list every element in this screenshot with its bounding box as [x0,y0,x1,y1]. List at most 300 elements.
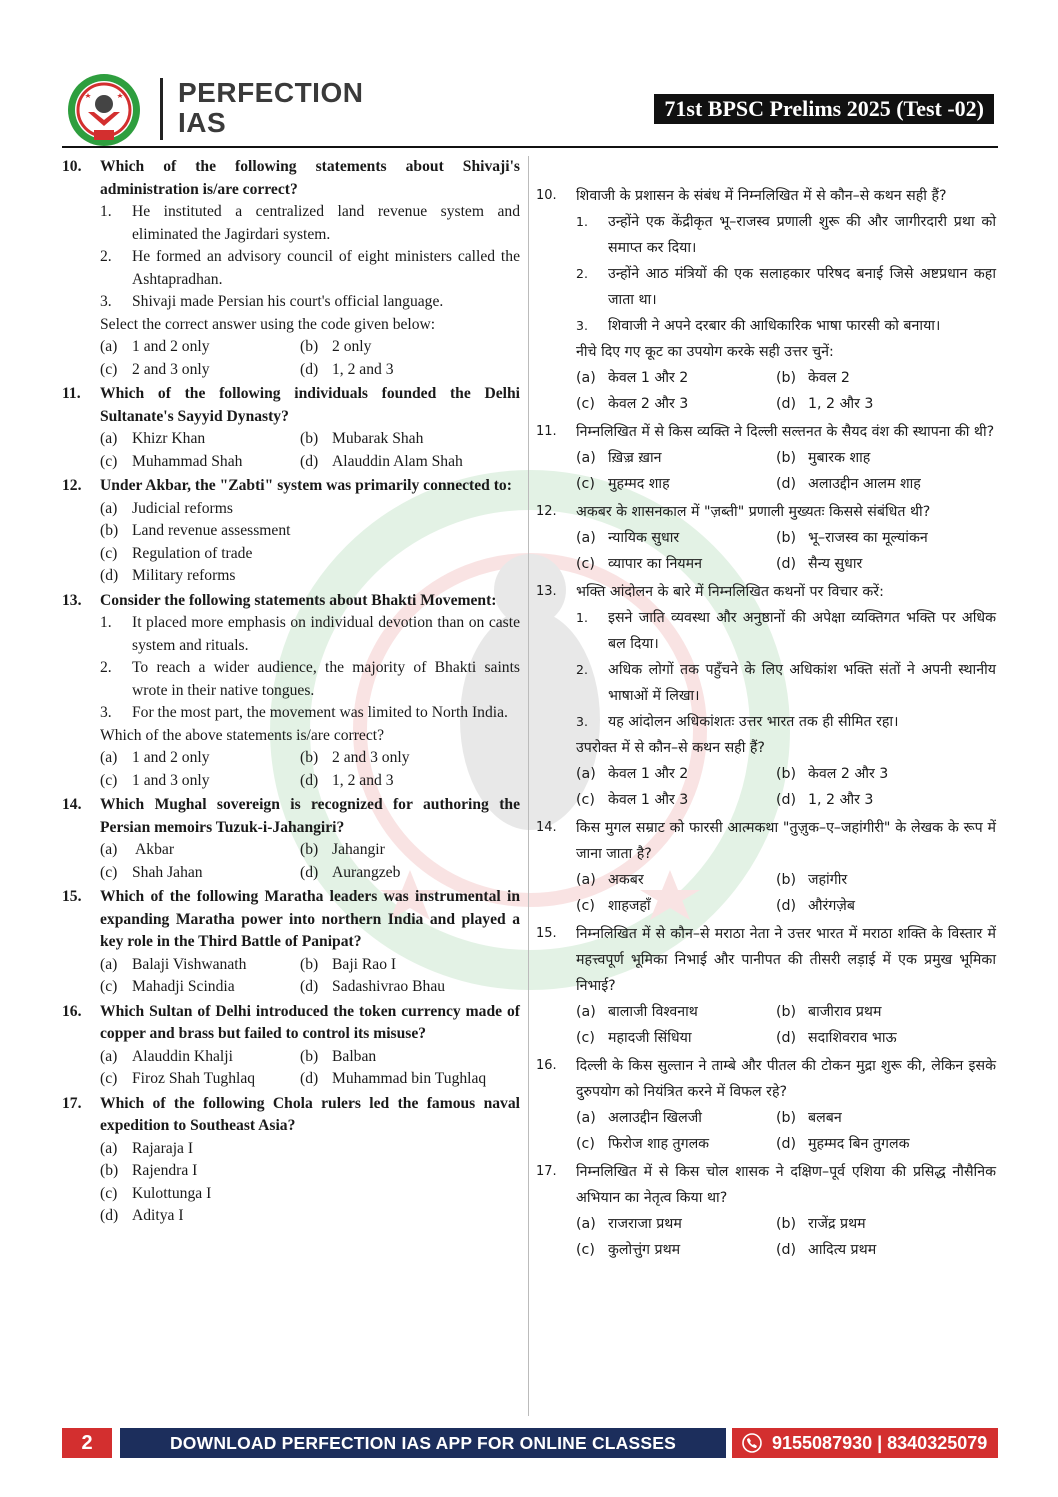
option-key: (d) [100,567,119,584]
option-key: (a) [100,955,118,973]
question-header [62,886,520,954]
answer-option[interactable] [300,359,520,382]
statement-text: To reach a wider audience, the majority of Bhakti saints wrote in their native tongues. [132,659,520,699]
option-text: शाहजहाँ [608,898,651,914]
answer-option[interactable] [776,867,996,893]
question-text: Which of the following statements about Shivaji's administration is/are correct? [100,158,520,198]
option-text: बलबन [808,1110,842,1126]
option-key: (c) [100,978,118,995]
answer-option[interactable] [776,445,996,471]
question-block [62,475,520,588]
header-rule [62,146,998,148]
option-key: (c) [100,452,118,470]
answer-option[interactable] [100,359,300,382]
answer-option[interactable] [100,1183,520,1206]
answer-option[interactable] [776,1211,996,1237]
answer-option[interactable] [100,543,520,566]
option-text: 2 and 3 only [132,360,210,378]
option-text: Balaji Vishwanath [132,955,247,973]
question-text: Which of the following Chola rulers led the famous naval expedition to Southeast Asia? [100,1094,520,1134]
option-text: भू–राजस्व का मूल्यांकन [808,530,928,546]
statement [62,612,520,657]
question-block [536,1159,996,1263]
question-number: 14. [536,820,557,835]
option-key: (d) [776,898,797,914]
option-key: (a) [576,1216,596,1232]
option-text: केवल 1 और 2 [608,766,689,782]
option-text: 1, 2 and 3 [332,360,394,378]
option-key: (c) [100,771,118,789]
answer-option[interactable] [100,976,300,999]
question-number: 15. [536,926,557,941]
option-key: (c) [100,544,118,562]
option-key: (b) [300,841,319,858]
option-text: Jahangir [332,841,385,858]
option-text: औरंगज़ेब [808,898,855,914]
answer-option[interactable] [100,498,520,521]
option-text: Aurangzeb [332,863,401,881]
option-text: अलाउद्दीन खिलजी [608,1110,702,1126]
answer-option[interactable] [300,862,520,885]
option-key: (c) [576,396,595,412]
option-text: केवल 2 [808,370,850,386]
option-text: केवल 2 और 3 [608,396,689,412]
option-key: (d) [776,1030,797,1046]
option-key: (c) [100,863,118,881]
answer-option[interactable] [776,525,996,551]
answer-option[interactable] [100,839,300,862]
option-key: (a) [100,499,118,517]
answer-option[interactable] [576,471,776,497]
option-key: (b) [776,1216,797,1232]
option-text: कुलोत्तुंग प्रथम [608,1242,681,1258]
option-text: Judicial reforms [132,499,233,517]
statement-text: अधिक लोगों तक पहुँचने के लिए अधिकांश भक्ति संतों ने अपनी स्थानीय भाषाओं में लिखा। [608,662,996,704]
page-number: 2 [62,1428,112,1458]
question-header [62,1001,520,1046]
answer-option[interactable] [576,1131,776,1157]
option-text: केवल 2 और 3 [808,766,889,782]
statement [62,291,520,314]
answer-options [536,999,996,1051]
option-text: 1 and 2 only [132,749,210,766]
answer-option[interactable] [300,839,520,862]
question-block [62,383,520,473]
option-key: (d) [776,556,797,572]
option-key: (b) [776,1004,797,1020]
question-text: भक्ति आंदोलन के बारे में निम्नलिखित कथनों पर विचार करें: [576,584,884,600]
answer-option[interactable] [776,471,996,497]
answer-option[interactable] [100,1046,300,1069]
answer-options [536,1211,996,1263]
statement [536,657,996,709]
statement-text: इसने जाति व्यवस्था और अनुष्ठानों की अपेक्षा व्यक्तिगत भक्ति पर अधिक बल दिया। [608,610,996,652]
option-key: (a) [576,1004,596,1020]
option-key: (d) [300,863,319,881]
option-text: मुहम्मद शाह [608,476,670,492]
option-key: (b) [776,872,797,888]
option-text: सदाशिवराव भाऊ [808,1030,897,1046]
answer-options [62,954,520,999]
answer-options [62,498,520,588]
question-instruction: Select the correct answer using the code given below: [100,315,436,333]
answer-option[interactable] [776,1105,996,1131]
question-block [62,1093,520,1228]
app-download-banner[interactable]: DOWNLOAD PERFECTION IAS APP FOR ONLINE CLASSES [120,1428,726,1458]
option-key: (d) [100,1207,119,1224]
option-key: (d) [776,396,797,412]
option-key: (c) [576,898,595,914]
page-footer [62,1428,998,1458]
answer-options [62,428,520,473]
question-number: 17. [536,1164,557,1179]
option-key: (c) [100,360,118,378]
answer-option[interactable] [300,1046,520,1069]
answer-option[interactable] [300,428,520,451]
option-text: Rajendra I [132,1162,198,1179]
option-key: (c) [576,1030,595,1046]
answer-options [62,747,520,792]
question-text: Which of the following Maratha leaders was instrumental in expanding Maratha power into northern India and played a key role in the Third Battle of Panipat? [100,888,520,950]
option-text: Alauddin Khalji [132,1047,233,1065]
statement-number: 2. [576,662,588,677]
statement [536,313,996,339]
option-text: Alauddin Alam Shah [332,452,463,470]
answer-option[interactable] [100,862,300,885]
answer-option[interactable] [300,747,520,770]
statement-number: 2. [100,659,112,676]
statement [536,261,996,313]
question-block [536,815,996,919]
answer-options [536,525,996,577]
statement-text: यह आंदोलन अधिकांशतः उत्तर भारत तक ही सीमित रहा। [608,714,899,730]
answer-option[interactable] [100,1068,300,1091]
answer-option[interactable] [576,999,776,1025]
option-key: (a) [576,370,596,386]
statement [62,702,520,725]
answer-option[interactable] [100,954,300,977]
question-header [62,590,520,613]
option-text: फिरोज शाह तुगलक [608,1136,710,1152]
question-block [62,886,520,999]
option-text: व्यापार का नियमन [608,556,703,572]
question-header [536,499,996,525]
statement-number: 1. [576,610,588,625]
question-block [536,499,996,577]
option-text: महादजी सिंधिया [608,1030,692,1046]
question-text: अकबर के शासनकाल में "ज़ब्ती" प्रणाली मुख्यतः किससे संबंधित थी? [576,504,931,520]
option-text: Balban [332,1047,377,1065]
answer-option[interactable] [776,999,996,1025]
option-key: (b) [776,530,797,546]
hindi-column [536,183,996,1265]
answer-option[interactable] [776,787,996,813]
option-text: न्यायिक सुधार [608,530,680,546]
contact-phones[interactable] [732,1428,998,1458]
question-number: 14. [62,796,82,813]
option-text: आदित्य प्रथम [808,1242,877,1258]
option-text: बाजीराव प्रथम [808,1004,882,1020]
answer-option[interactable] [100,565,520,588]
option-key: (a) [100,1047,118,1065]
question-header [536,579,996,605]
answer-option[interactable] [100,428,300,451]
statement [62,246,520,291]
option-key: (b) [300,430,319,447]
answer-option[interactable] [300,954,520,977]
option-text: Regulation of trade [132,544,253,562]
option-key: (c) [100,1070,118,1087]
statement-text: उन्होंने आठ मंत्रियों की एक सलाहकार परिषद बनाई जिसे अष्टप्रधान कहा जाता था। [608,266,996,308]
option-text: केवल 1 और 3 [608,792,689,808]
option-text: Muhammad bin Tughlaq [332,1070,487,1087]
answer-options [62,1046,520,1091]
option-key: (a) [576,766,596,782]
option-text: 1 and 3 only [132,771,210,789]
answer-option[interactable] [776,1131,996,1157]
answer-option[interactable] [576,365,776,391]
option-key: (b) [300,338,319,355]
statement-number: 1. [100,614,112,631]
statement-number: 3. [100,293,112,310]
perfection-ias-logo [66,72,142,148]
option-key: (a) [576,530,596,546]
answer-option[interactable] [776,365,996,391]
option-text: 1, 2 and 3 [332,771,394,789]
question-instruction: उपरोक्त में से कौन–से कथन सही हैं? [576,740,765,756]
option-text: Aditya I [132,1207,184,1224]
option-text: जहांगीर [808,872,848,888]
question-header [62,794,520,839]
option-text: Kulottunga I [132,1184,212,1202]
option-key: (a) [576,872,596,888]
option-text: बालाजी विश्वनाथ [608,1004,698,1020]
question-text: Which Sultan of Delhi introduced the token currency made of copper and brass but failed to control its misuse? [100,1002,520,1042]
answer-option[interactable] [100,1160,520,1183]
question-text: Under Akbar, the "Zabti" system was primarily connected to: [100,477,512,494]
question-text: Which Mughal sovereign is recognized for authoring the Persian memoirs Tuzuk-i-Jahangiri? [100,796,520,836]
option-text: केवल 1 और 2 [608,370,689,386]
option-text: ख़िज़्र ख़ान [608,450,662,466]
option-key: (b) [100,1162,119,1179]
statement-number: 3. [100,704,112,721]
statement-number: 2. [100,248,112,265]
question-block [536,921,996,1051]
brand-divider [160,78,163,140]
option-text: Baji Rao I [332,955,397,973]
option-text: Rajaraja I [132,1139,194,1157]
answer-option[interactable] [576,761,776,787]
question-number: 10. [536,188,557,203]
statement-text: Shivaji made Persian his court's official language. [132,293,444,310]
question-header [536,1159,996,1211]
answer-options [62,839,520,884]
answer-option[interactable] [576,1105,776,1131]
option-text: Akbar [132,841,175,858]
answer-options [62,1138,520,1228]
question-instruction: Which of the above statements is/are correct? [100,726,385,744]
answer-option[interactable] [576,867,776,893]
answer-options [536,867,996,919]
option-key: (c) [100,1184,118,1202]
test-title: 71st BPSC Prelims 2025 (Test -02) [654,94,994,124]
option-key: (a) [100,338,118,355]
option-key: (d) [300,771,319,789]
option-text: 2 only [332,338,372,355]
statement [536,209,996,261]
answer-option[interactable] [100,1138,520,1161]
answer-option[interactable] [300,336,520,359]
answer-option[interactable] [576,445,776,471]
option-key: (b) [300,749,319,766]
page-header [62,70,998,148]
answer-option[interactable] [100,1205,520,1228]
option-text: मुबारक शाह [808,450,871,466]
answer-options [536,365,996,417]
option-text: Sadashivrao Bhau [332,978,446,995]
question-number: 11. [62,385,81,402]
question-block [62,590,520,793]
answer-options [536,761,996,813]
answer-option[interactable] [776,551,996,577]
option-text: Muhammad Shah [132,452,243,470]
option-key: (b) [776,370,797,386]
question-number: 16. [536,1058,557,1073]
option-key: (c) [576,1242,595,1258]
statement-text: It placed more emphasis on individual devotion than on caste system and rituals. [132,614,520,654]
answer-option[interactable] [100,336,300,359]
answer-option[interactable] [776,1025,996,1051]
answer-option[interactable] [576,551,776,577]
question-header [62,383,520,428]
option-key: (c) [576,1136,595,1152]
option-text: Firoz Shah Tughlaq [132,1070,256,1087]
option-text: 2 and 3 only [332,749,410,766]
question-text: शिवाजी के प्रशासन के संबंध में निम्नलिखित में से कौन–से कथन सही हैं? [576,188,947,204]
option-key: (a) [100,430,118,447]
question-number: 15. [62,888,82,905]
option-text: Mahadji Scindia [132,978,235,995]
question-block [536,183,996,417]
statement-number: 2. [576,266,588,281]
answer-option[interactable] [300,1068,520,1091]
option-text: अलाउद्दीन आलम शाह [808,476,921,492]
question-number: 17. [62,1094,82,1112]
question-number: 11. [536,424,557,439]
question-text: Consider the following statements about Bhakti Movement: [100,591,497,609]
answer-option[interactable] [300,770,520,793]
option-key: (c) [576,556,595,572]
statement-number: 1. [100,203,112,220]
option-key: (a) [576,1110,596,1126]
option-text: Land revenue assessment [132,522,291,539]
answer-option[interactable] [776,391,996,417]
answer-option[interactable] [776,893,996,919]
question-header [62,156,520,201]
option-text: Mubarak Shah [332,430,424,447]
statement [62,657,520,702]
answer-option[interactable] [576,1211,776,1237]
question-block [62,1001,520,1091]
option-key: (d) [300,452,319,470]
option-key: (a) [576,450,596,466]
option-key: (b) [100,522,119,539]
question-number: 12. [536,504,557,519]
answer-option[interactable] [576,525,776,551]
option-key: (b) [300,955,319,973]
option-text: Khizr Khan [132,430,206,447]
statement-number: 3. [576,318,588,333]
answer-option[interactable] [576,787,776,813]
option-key: (c) [576,476,595,492]
option-key: (d) [776,1136,797,1152]
option-key: (b) [776,450,797,466]
statement-number: 3. [576,714,588,729]
question-number: 12. [62,477,82,494]
answer-option[interactable] [300,451,520,474]
question-number: 10. [62,158,82,175]
option-key: (a) [100,1139,118,1157]
option-text: 1, 2 और 3 [808,792,874,808]
option-text: मुहम्मद बिन तुगलक [808,1136,910,1152]
question-header [536,815,996,867]
option-text: राजराजा प्रथम [608,1216,682,1232]
option-text: सैन्य सुधार [808,556,863,572]
answer-option[interactable] [576,1025,776,1051]
option-text: Shah Jahan [132,863,203,881]
statement-number: 1. [576,214,588,229]
question-number: 13. [62,591,82,609]
question-block [536,1053,996,1157]
answer-option[interactable] [100,520,520,543]
answer-option[interactable] [576,1237,776,1263]
option-text: Military reforms [132,567,236,584]
question-block [62,156,520,381]
question-header [536,419,996,445]
question-text: निम्नलिखित में से कौन–से मराठा नेता ने उत्तर भारत में मराठा शक्ति के विस्तार में महत्त्वपूर्ण भूमिका निभाई और पानीपत की तीसरी लड़ाई में एक प्रमुख भूमिका निभाई? [576,926,996,994]
question-text: निम्नलिखित में से किस व्यक्ति ने दिल्ली सल्तनत के सैयद वंश की स्थापना की थी? [576,424,995,440]
option-key: (d) [300,360,319,378]
option-key: (b) [776,1110,797,1126]
option-key: (b) [300,1047,319,1065]
question-header [536,183,996,209]
option-text: 1 and 2 only [132,338,210,355]
question-header [62,1093,520,1138]
option-text: अकबर [608,872,644,888]
answer-option[interactable] [300,976,520,999]
answer-option[interactable] [776,1237,996,1263]
question-text: किस मुगल सम्राट को फारसी आत्मकथा "तुज़ुक–ए–जहांगीरी" के लेखक के रूप में जाना जाता है? [576,820,996,862]
answer-option[interactable] [100,451,300,474]
answer-option[interactable] [100,747,300,770]
question-text: Which of the following individuals founded the Delhi Sultanate's Sayyid Dynasty? [100,385,520,425]
column-divider [528,156,529,1416]
option-key: (d) [300,1070,319,1087]
question-block [62,794,520,884]
question-text: निम्नलिखित में से किस चोल शासक ने दक्षिण–पूर्व एशिया की प्रसिद्ध नौसैनिक अभियान का नेतृत्व किया था? [576,1164,996,1206]
answer-option[interactable] [576,391,776,417]
option-text: 1, 2 और 3 [808,396,874,412]
answer-option[interactable] [576,893,776,919]
answer-option[interactable] [776,761,996,787]
question-block [536,419,996,497]
statement-text: He formed an advisory council of eight ministers called the Ashtapradhan. [132,248,520,288]
question-text: दिल्ली के किस सुल्तान ने ताम्बे और पीतल की टोकन मुद्रा शुरू की, लेकिन इसके दुरुपयोग को नियंत्रित करने में विफल रहे? [576,1058,996,1100]
option-key: (d) [776,476,797,492]
statement-text: He instituted a centralized land revenue system and eliminated the Jagirdari system. [132,203,520,243]
answer-option[interactable] [100,770,300,793]
phone-icon [742,1433,762,1453]
